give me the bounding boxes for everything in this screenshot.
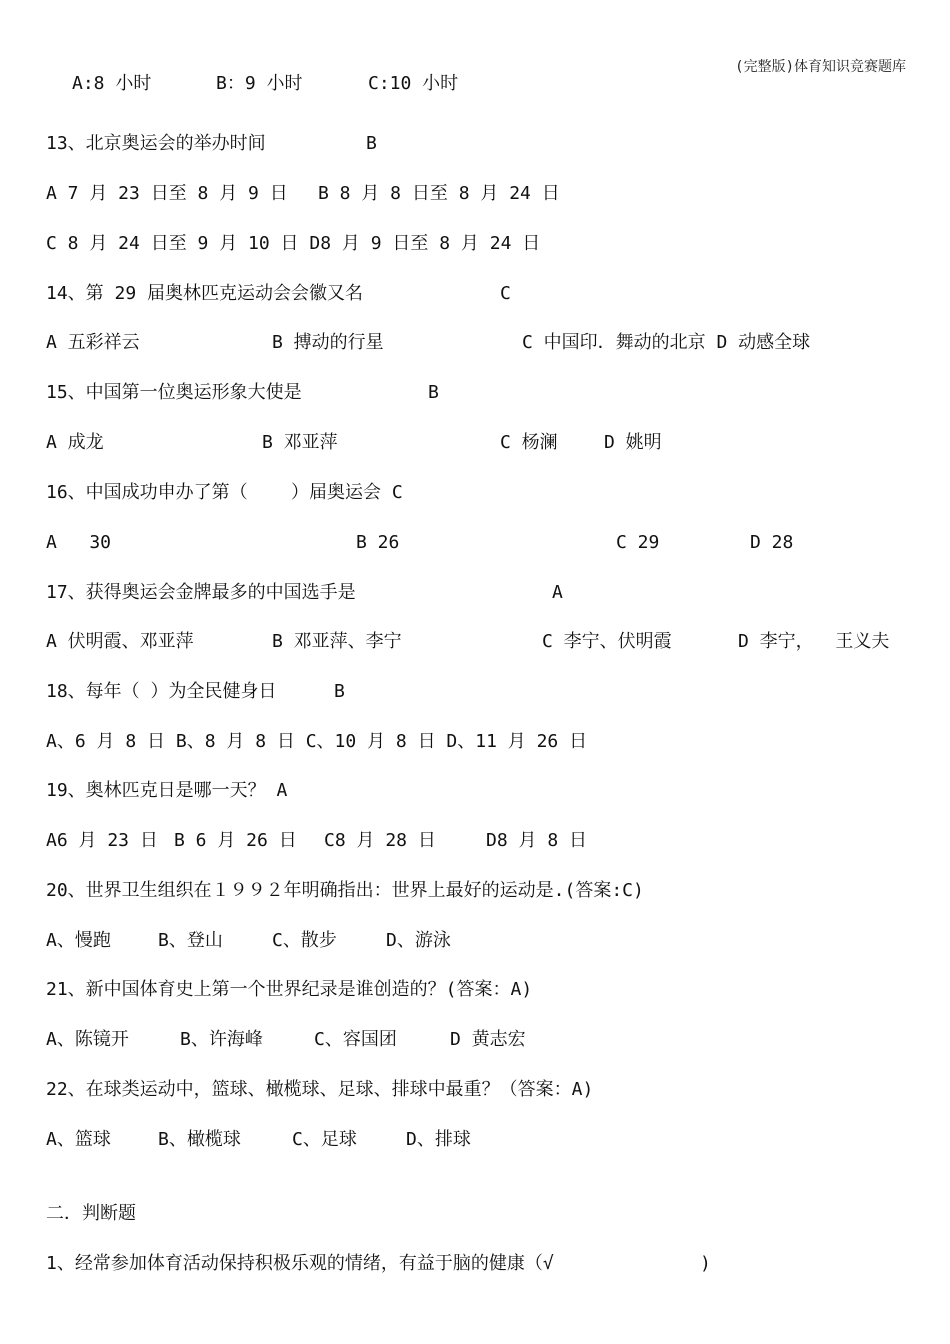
q21-option-b: B、许海峰 [180,1029,263,1050]
q15-question-row [46,381,926,405]
q20-option-d: D、游泳 [386,930,451,951]
q14-question-row [46,282,926,306]
q12-option-c: C:10 小时 [368,73,459,94]
q22-option-d: D、排球 [406,1129,471,1150]
q13-question-row [46,132,926,156]
q16-options [46,531,926,555]
q16-option-c: C 29 [616,532,660,553]
q17-option-b: B 邓亚萍、李宁 [272,631,402,652]
q16-option-b: B 26 [356,532,400,553]
section2-heading: 二．判断题 [46,1203,136,1224]
q12-options [46,72,926,96]
q12-option-a: A:8 小时 [72,73,152,94]
q13-question: 13、北京奥运会的举办时间 [46,133,266,154]
q20-option-a: A、慢跑 [46,930,111,951]
q19-option-d: D8 月 8 日 [486,830,588,851]
q14-option-c: C 中国印．舞动的北京 D 动感全球 [522,332,811,353]
q20-question: 20、世界卫生组织在１９９２年明确指出：世界上最好的运动是.(答案:C) [46,880,644,901]
q21-option-d: D 黄志宏 [450,1029,526,1050]
q18-options: A、6 月 8 日 B、8 月 8 日 C、10 月 8 日 D、11 月 26 日 [46,731,588,752]
q18-question: 18、每年（ ）为全民健身日 [46,681,277,702]
q18-answer: B [334,681,345,702]
q13-options-cd: C 8 月 24 日至 9 月 10 日 D8 月 9 日至 8 月 24 日 [46,233,541,254]
q19-option-c: C8 月 28 日 [324,830,436,851]
section2-item-1 [46,1252,926,1276]
q19-option-a: A6 月 23 日 [46,830,158,851]
q15-option-b: B 邓亚萍 [262,432,338,453]
q19-options [46,829,926,853]
q17-answer: A [552,582,563,603]
q13-answer: B [366,133,377,154]
q19-option-b: B 6 月 26 日 [174,830,297,851]
q20-option-b: B、登山 [158,930,223,951]
q13-option-b: B 8 月 8 日至 8 月 24 日 [318,183,560,204]
q17-options [46,630,926,654]
section2-item-1-close: ) [700,1253,711,1274]
q22-options [46,1128,926,1152]
q21-option-c: C、容国团 [314,1029,397,1050]
q22-option-c: C、足球 [292,1129,357,1150]
q17-question: 17、获得奥运会金牌最多的中国选手是 [46,582,356,603]
q16-option-d: D 28 [750,532,794,553]
q22-option-a: A、篮球 [46,1129,111,1150]
q17-option-a: A 伏明霞、邓亚萍 [46,631,194,652]
q21-options [46,1028,926,1052]
q17-question-row [46,581,926,605]
q15-option-a: A 成龙 [46,432,104,453]
q22-question: 22、在球类运动中，篮球、橄榄球、足球、排球中最重？（答案：A) [46,1079,594,1100]
q15-question: 15、中国第一位奥运形象大使是 [46,382,302,403]
q14-answer: C [500,283,511,304]
q14-question: 14、第 29 届奥林匹克运动会会徽又名 [46,283,364,304]
q20-option-c: C、散步 [272,930,337,951]
q14-option-a: A 五彩祥云 [46,332,140,353]
section2-item-1-text: 1、经常参加体育活动保持积极乐观的情绪，有益于脑的健康（√ [46,1253,554,1274]
q15-options [46,431,926,455]
q20-options [46,929,926,953]
q17-option-c: C 李宁、伏明霞 [542,631,672,652]
q21-question: 21、新中国体育史上第一个世界纪录是谁创造的？(答案：A) [46,979,533,1000]
q18-question-row [46,680,926,704]
q21-option-a: A、陈镜开 [46,1029,129,1050]
q14-option-b: B 搏动的行星 [272,332,384,353]
q15-option-c: C 杨澜 [500,432,558,453]
q16-option-a: A 30 [46,532,112,553]
q14-options [46,331,926,355]
document-header: (完整版)体育知识竞赛题库 [735,59,906,75]
q16-question: 16、中国成功申办了第（ ）届奥运会 C [46,482,403,503]
q19-question: 19、奥林匹克日是哪一天？ A [46,780,288,801]
q12-option-b: B：9 小时 [216,73,303,94]
q15-option-d: D 姚明 [604,432,662,453]
q13-option-a: A 7 月 23 日至 8 月 9 日 [46,183,288,204]
q13-options-ab [46,182,926,206]
q22-option-b: B、橄榄球 [158,1129,241,1150]
q15-answer: B [428,382,439,403]
q17-option-d: D 李宁， 王义夫 [738,631,890,652]
